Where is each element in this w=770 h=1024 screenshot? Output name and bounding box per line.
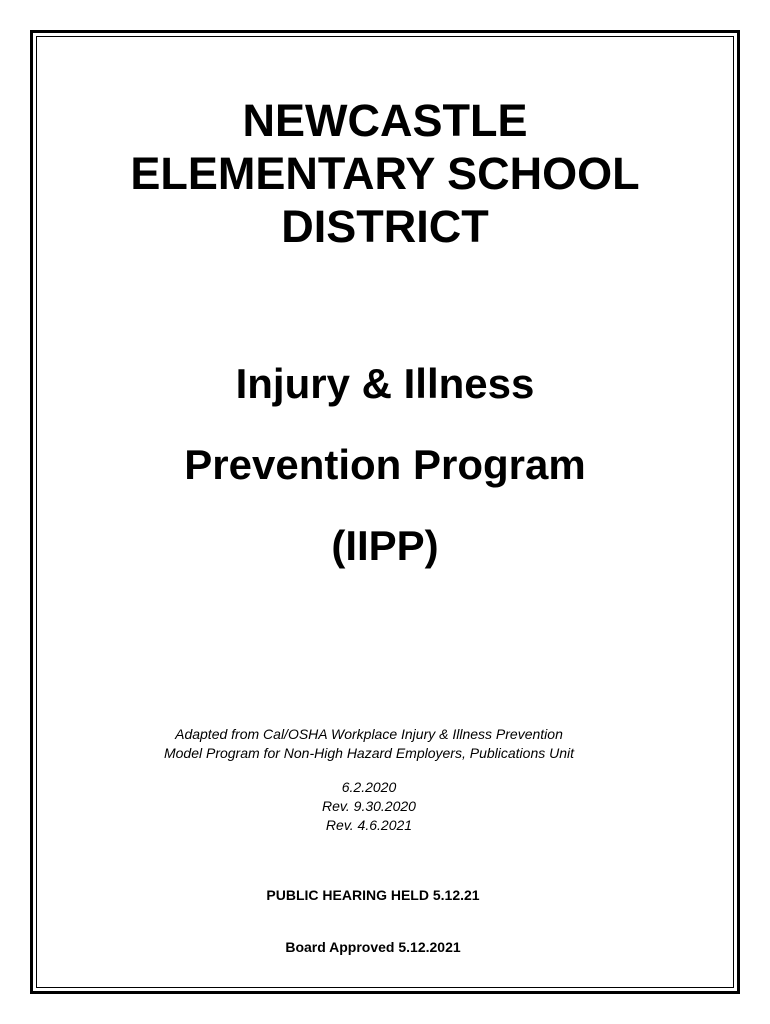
- public-hearing-note: PUBLIC HEARING HELD 5.12.21: [266, 887, 480, 903]
- board-approved-note: Board Approved 5.12.2021: [285, 939, 461, 955]
- adapted-line-2: Model Program for Non-High Hazard Employers, Publications Unit: [163, 745, 575, 761]
- program-title-line-2: Prevention Program: [184, 441, 586, 488]
- district-title-line-2: ELEMENTARY SCHOOL: [130, 148, 640, 199]
- district-title: [36, 94, 734, 253]
- adapted-line-1: Adapted from Cal/OSHA Workplace Injury & Illness Prevention: [175, 726, 563, 742]
- adapted-from-note: [20, 725, 718, 763]
- program-abbreviation: (IIPP): [331, 522, 439, 569]
- program-title-line-1: Injury & Illness: [235, 360, 535, 407]
- district-title-line-3: DISTRICT: [281, 201, 489, 252]
- revision-date-2: Rev. 4.6.2021: [325, 817, 413, 833]
- original-date: 6.2.2020: [341, 779, 397, 795]
- revision-date-1: Rev. 9.30.2020: [322, 798, 416, 814]
- district-title-line-1: NEWCASTLE: [242, 95, 528, 146]
- revision-dates: [20, 778, 718, 835]
